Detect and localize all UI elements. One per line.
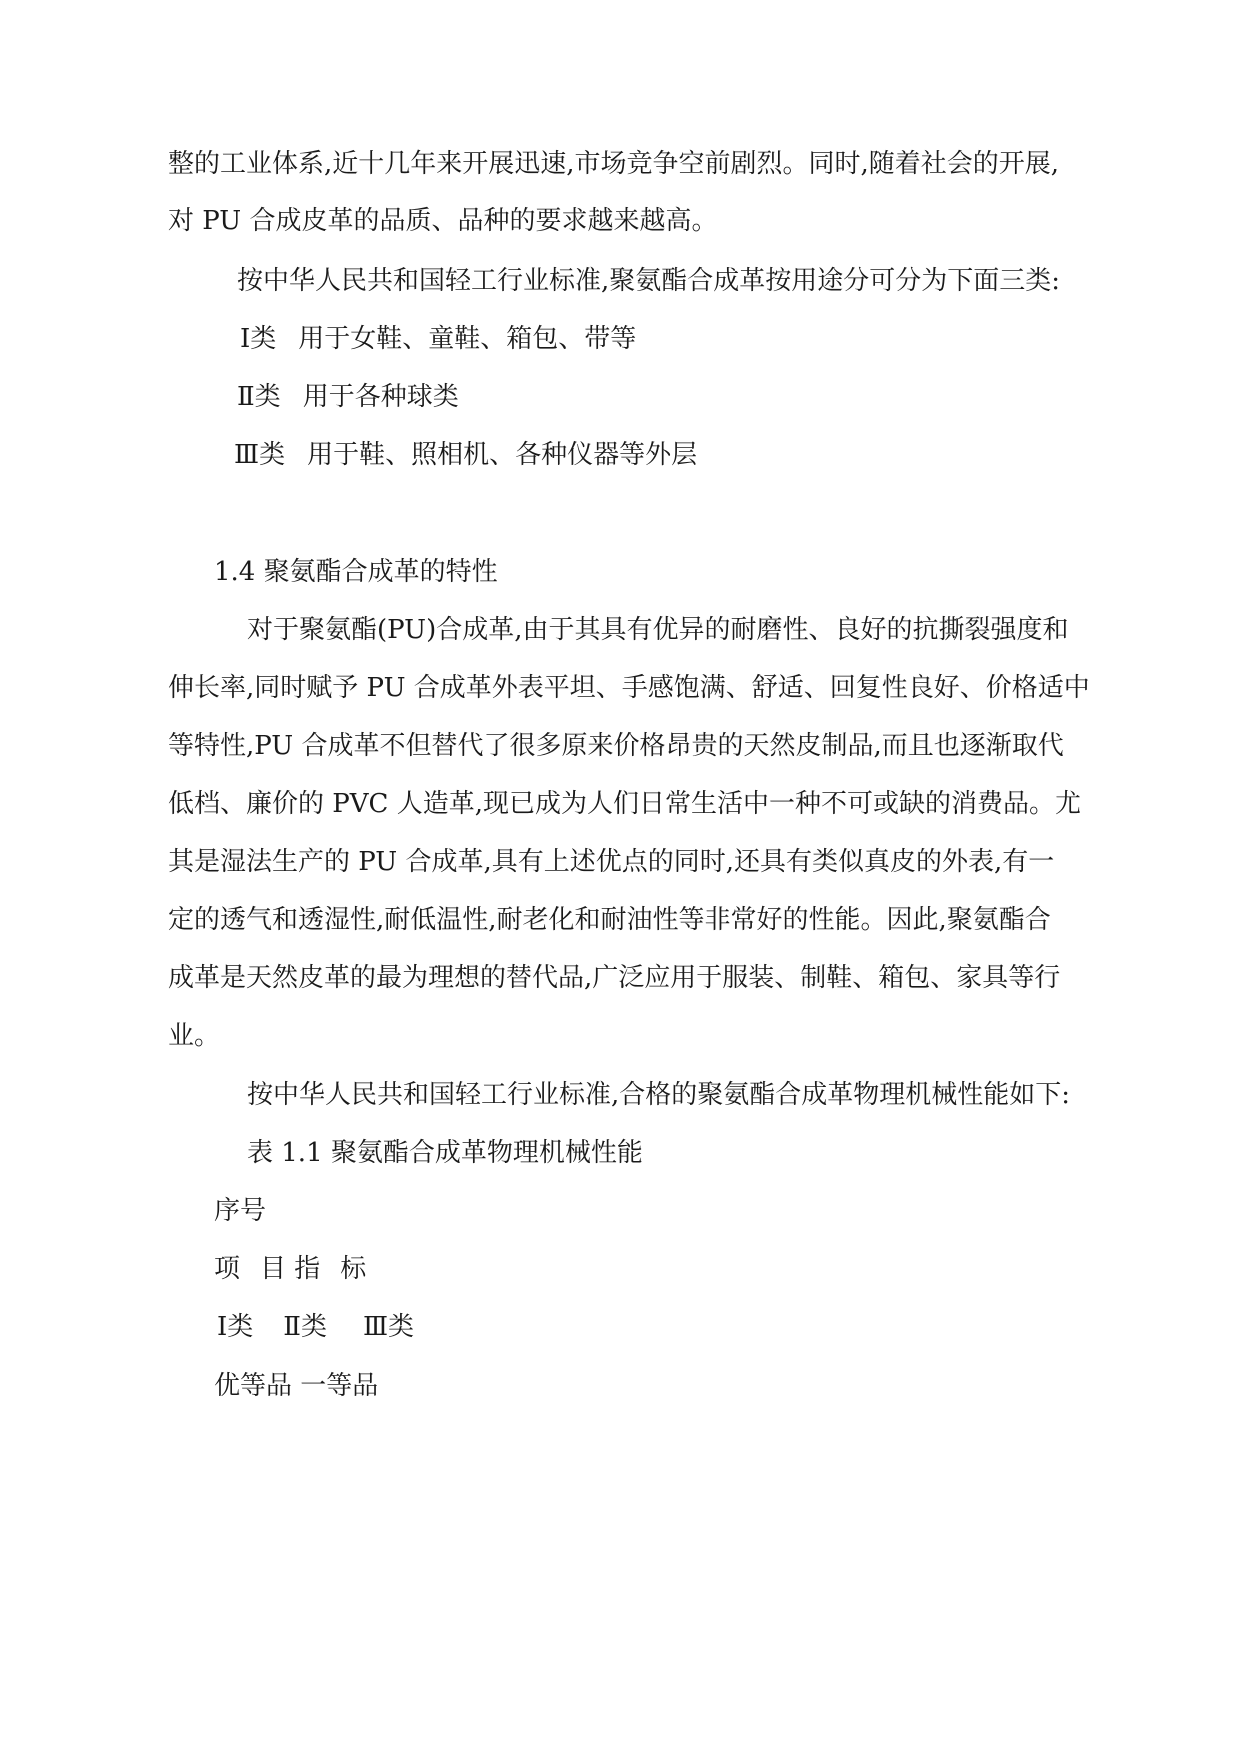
table-header-grade: 优等品 一等品: [214, 1371, 379, 1401]
class-use: 用于各种球类: [302, 382, 459, 412]
class-use: 用于鞋、照相机、各种仪器等外层: [307, 440, 698, 470]
paragraph-line: 定的透气和透湿性,耐低温性,耐老化和耐油性等非常好的性能。因此,聚氨酯合: [168, 905, 1051, 935]
section-heading: 1.4 聚氨酯合成革的特性: [214, 557, 498, 587]
class-use: 用于女鞋、童鞋、箱包、带等: [298, 324, 637, 354]
table-header-item-a: 项: [214, 1254, 241, 1284]
table-header-item-b: 目 指: [260, 1254, 321, 1284]
paragraph-line: 成革是天然皮革的最为理想的替代品,广泛应用于服装、制鞋、箱包、家具等行: [168, 963, 1061, 993]
paragraph-line: 其是湿法生产的 PU 合成革,具有上述优点的同时,还具有类似真皮的外表,有一: [168, 847, 1055, 877]
class-label: Ⅱ类: [237, 382, 281, 412]
paragraph-line: 伸长率,同时赋予 PU 合成革外表平坦、手感饱满、舒适、回复性良好、价格适中: [168, 673, 1090, 703]
table-class-3: Ⅲ类: [362, 1312, 415, 1342]
table-header-item-c: 标: [340, 1254, 367, 1284]
paragraph-line: 对 PU 合成皮革的品质、品种的要求越来越高。: [168, 206, 718, 236]
class-label: Ⅲ类: [234, 440, 286, 470]
classification-intro: 按中华人民共和国轻工行业标准,聚氨酯合成革按用途分可分为下面三类:: [237, 266, 1061, 296]
table-caption: 表 1.1 聚氨酯合成革物理机械性能: [247, 1138, 643, 1168]
classification-item: [237, 381, 459, 413]
paragraph-line: 等特性,PU 合成革不但替代了很多原来价格昂贵的天然皮制品,而且也逐渐取代: [168, 731, 1064, 761]
table-class-2: Ⅱ类: [283, 1312, 327, 1342]
paragraph-line: 对于聚氨酯(PU)合成革,由于其具有优异的耐磨性、良好的抗撕裂强度和: [247, 615, 1069, 645]
table-header-classes: [217, 1311, 414, 1343]
standard-intro: 按中华人民共和国轻工行业标准,合格的聚氨酯合成革物理机械性能如下:: [247, 1080, 1071, 1110]
table-header-item: [214, 1253, 366, 1285]
paragraph-line: 低档、廉价的 PVC 人造革,现已成为人们日常生活中一种不可或缺的消费品。尤: [168, 789, 1081, 819]
table-class-1: Ⅰ类: [217, 1312, 254, 1342]
class-label: Ⅰ类: [240, 324, 277, 354]
classification-item: [234, 439, 697, 471]
paragraph-line: 业。: [168, 1021, 221, 1051]
paragraph-line: 整的工业体系,近十几年来开展迅速,市场竞争空前剧烈。同时,随着社会的开展,: [168, 149, 1060, 179]
table-header-index: 序号: [214, 1196, 267, 1226]
classification-item: [240, 323, 636, 355]
